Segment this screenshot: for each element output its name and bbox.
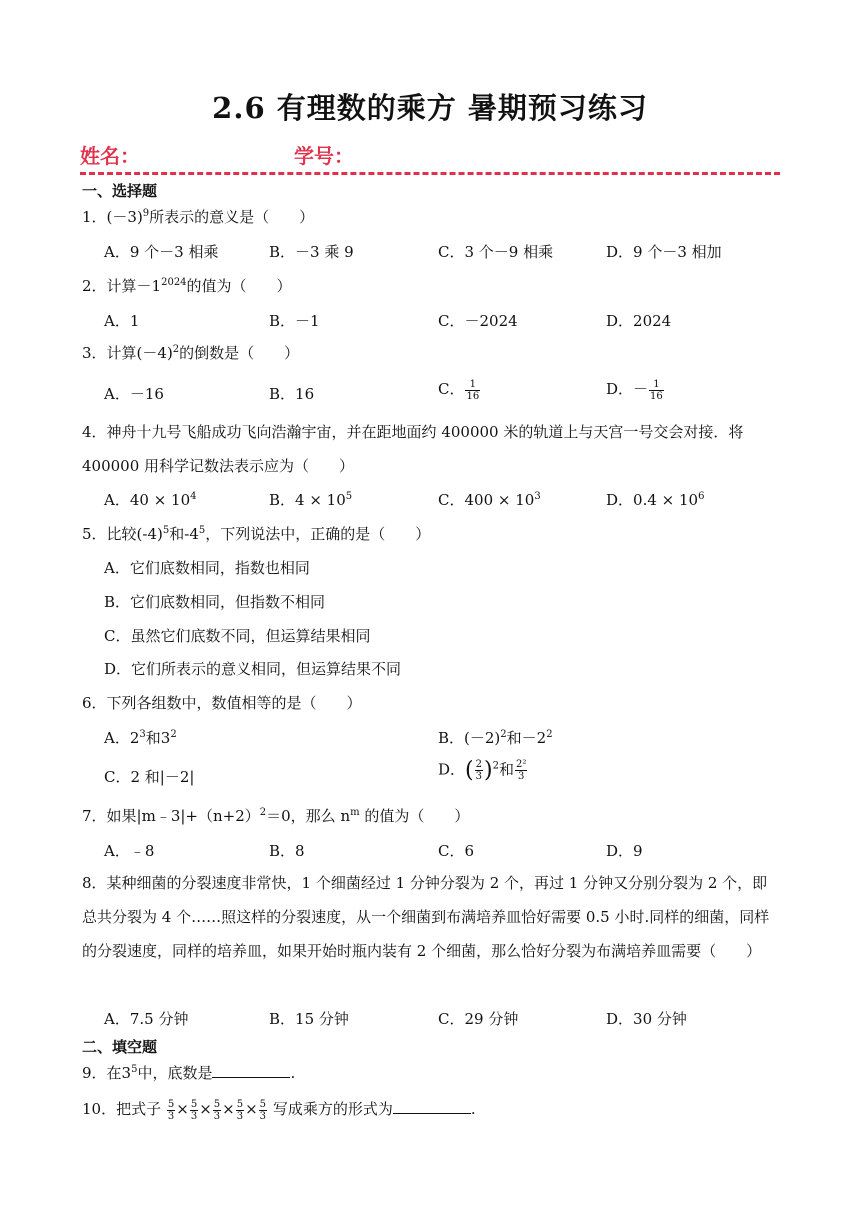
q6-options-row1 bbox=[104, 727, 784, 751]
q6-options-row2 bbox=[104, 758, 784, 794]
section-heading-fill: 二、填空题 bbox=[82, 1038, 158, 1056]
q7-option-a[interactable]: A．﹣8 bbox=[104, 842, 155, 860]
student-id-label: 学号： bbox=[294, 144, 354, 168]
q4-option-d-text: D．0.4 × 10 bbox=[606, 491, 699, 509]
question-9 bbox=[82, 1062, 295, 1083]
question-4: 4．神舟十九号飞船成功飞向浩瀚宇宙，并在距地面约 400000 米的轨道上与天宫一号交会对接．将 400000 用科学记数法表示应为（ ） bbox=[82, 423, 744, 475]
q6-d-exp: 2 bbox=[492, 760, 499, 772]
q6-b-exp1: 2 bbox=[500, 729, 507, 740]
q6-b-prefix: B．(－2) bbox=[438, 729, 501, 747]
q10-fraction-1 bbox=[167, 1099, 175, 1122]
fraction-numerator: 5 bbox=[190, 1098, 198, 1110]
q1-options bbox=[104, 241, 784, 265]
q6-option-c[interactable]: C．2 和|－2| bbox=[104, 768, 195, 786]
q1-number: 1． bbox=[82, 208, 107, 226]
question-6: 6．下列各组数中，数值相等的是（ ） bbox=[82, 694, 362, 712]
q2-option-b[interactable]: B．－1 bbox=[269, 312, 320, 330]
page-title: 2.6 有理数的乘方 暑期预习练习 bbox=[212, 91, 648, 125]
q9-end: . bbox=[290, 1064, 296, 1082]
q7-exponent: 2 bbox=[259, 807, 267, 818]
fraction-numerator: 1 bbox=[465, 379, 480, 391]
fraction-denominator: 3 bbox=[236, 1110, 244, 1122]
fraction-denominator: 3 bbox=[259, 1110, 267, 1122]
section-heading-choice: 一、选择题 bbox=[82, 182, 158, 200]
q8-option-c[interactable]: C．29 分钟 bbox=[438, 1010, 519, 1028]
q3-prefix: 3．计算(－4) bbox=[82, 344, 173, 362]
right-paren: ) bbox=[484, 758, 493, 783]
q10-prefix: 10．把式子 bbox=[82, 1100, 166, 1118]
q6-d-fraction-2 bbox=[515, 759, 527, 782]
question-5 bbox=[82, 523, 430, 544]
q8-option-d[interactable]: D．30 分钟 bbox=[606, 1010, 687, 1028]
q5-middle: 和-4 bbox=[169, 525, 199, 543]
q3-option-a[interactable]: A．－16 bbox=[104, 385, 164, 403]
q6-d-fraction bbox=[475, 759, 483, 782]
q1-option-d[interactable]: D．9 个－3 相加 bbox=[606, 243, 722, 261]
left-paren: ( bbox=[465, 758, 474, 783]
q6-a-mid: 和3 bbox=[145, 729, 171, 747]
q6-option-b[interactable] bbox=[438, 727, 553, 748]
q4-option-a[interactable] bbox=[104, 489, 197, 510]
times-sign: × bbox=[222, 1100, 235, 1118]
q7-prefix: 7．如果|m﹣3|+（n+2） bbox=[82, 807, 260, 825]
q6-d-mid: 和 bbox=[498, 760, 514, 779]
q10-text: 写成乘方的形式为 bbox=[268, 1100, 393, 1118]
q5-text: ，下列说法中，正确的是（ ） bbox=[205, 525, 431, 543]
q4-options bbox=[104, 489, 784, 513]
fraction-denominator: 3 bbox=[190, 1110, 198, 1122]
q8-option-a[interactable]: A．7.5 分钟 bbox=[104, 1010, 189, 1028]
q7-text: 的值为（ ） bbox=[359, 807, 470, 825]
q4-option-a-text: A．40 × 10 bbox=[104, 491, 191, 509]
q4-option-c[interactable] bbox=[438, 489, 541, 510]
dashed-divider bbox=[80, 172, 780, 175]
q4-option-c-exp: 3 bbox=[534, 491, 541, 502]
q7-option-b[interactable]: B．8 bbox=[269, 842, 305, 860]
q2-exponent: 2024 bbox=[161, 277, 187, 288]
q7-option-d[interactable]: D．9 bbox=[606, 842, 643, 860]
q4-option-b-text: B．4 × 10 bbox=[269, 491, 346, 509]
q5-option-c[interactable]: C．虽然它们底数不同，但运算结果相同 bbox=[104, 627, 371, 645]
question-8: 8．某种细菌的分裂速度非常快，1 个细菌经过 1 分钟分裂为 2 个，再过 1 分钟又分别分裂为 2 个，即总共分裂为 4 个……照这样的分裂速度，从一个细菌到布满培养皿恰好需要 0.5 小时.同样的细菌，同样的分裂速度，同样的培养皿，如果开始时瓶内装有 2 个细菌，那么恰好分裂为布满培养皿需要（ ） bbox=[82, 874, 770, 960]
q8-option-b[interactable]: B．15 分钟 bbox=[269, 1010, 349, 1028]
q6-option-d[interactable] bbox=[438, 758, 528, 783]
q4-option-a-exp: 4 bbox=[190, 491, 197, 502]
q3-option-c[interactable] bbox=[438, 378, 481, 402]
fraction-denominator: 3 bbox=[167, 1110, 175, 1122]
q4-option-b-exp: 5 bbox=[345, 491, 353, 502]
q4-option-d[interactable] bbox=[606, 489, 704, 510]
student-info-bar bbox=[80, 140, 780, 170]
name-label: 姓名： bbox=[80, 144, 140, 168]
question-1 bbox=[82, 206, 314, 227]
q6-d-prefix: D． bbox=[438, 760, 466, 779]
fraction-denominator: 3 bbox=[213, 1110, 221, 1122]
q3-exponent: 2 bbox=[172, 344, 180, 355]
q1-option-b[interactable]: B．－3 乘 9 bbox=[269, 243, 354, 261]
q6-option-a[interactable] bbox=[104, 727, 177, 748]
q10-fraction-3 bbox=[213, 1099, 221, 1122]
q6-a-exp1: 3 bbox=[139, 729, 146, 740]
question-7 bbox=[82, 805, 469, 826]
fraction-numerator: 2 bbox=[475, 759, 482, 770]
q9-prefix: 9．在3 bbox=[82, 1064, 132, 1082]
q6-b-exp2: 2 bbox=[546, 729, 553, 740]
fraction-denominator: 16 bbox=[466, 390, 480, 402]
question-3 bbox=[82, 342, 299, 363]
q9-exponent: 5 bbox=[131, 1064, 138, 1075]
times-sign: × bbox=[199, 1100, 212, 1118]
q3-options bbox=[104, 378, 784, 408]
q6-b-mid: 和－2 bbox=[506, 729, 547, 747]
q5-option-d[interactable]: D．它们所表示的意义相同，但运算结果不同 bbox=[104, 660, 402, 678]
times-sign: × bbox=[176, 1100, 189, 1118]
q10-end: . bbox=[470, 1100, 476, 1118]
fraction-numerator: 1 bbox=[649, 379, 664, 391]
q8-options bbox=[104, 1008, 784, 1032]
q1-base: (－3) bbox=[106, 208, 143, 226]
q3-option-c-fraction bbox=[465, 379, 480, 402]
fraction-denominator: 3 bbox=[517, 771, 525, 782]
q3-text: 的倒数是（ ） bbox=[179, 344, 300, 362]
q2-prefix: 2．计算－1 bbox=[82, 277, 162, 295]
q2-option-a[interactable]: A．1 bbox=[104, 312, 140, 330]
fraction-numerator: 5 bbox=[213, 1098, 221, 1110]
question-2 bbox=[82, 275, 292, 296]
q10-fraction-4 bbox=[236, 1099, 244, 1122]
q7-exponent-2: m bbox=[350, 807, 360, 818]
q7-option-c[interactable]: C．6 bbox=[438, 842, 475, 860]
q6-a-prefix: A．2 bbox=[104, 729, 140, 747]
q10-fraction-2 bbox=[190, 1099, 198, 1122]
fraction-denominator: 16 bbox=[650, 390, 663, 402]
q2-option-c[interactable]: C．－2024 bbox=[438, 312, 518, 330]
q1-text: 所表示的意义是（ ） bbox=[149, 208, 315, 226]
q5-exponent-2: 5 bbox=[198, 525, 206, 536]
q4-option-b[interactable] bbox=[269, 489, 352, 510]
q9-answer-blank[interactable] bbox=[212, 1063, 290, 1078]
q7-middle: ＝0，那么 n bbox=[266, 807, 351, 825]
q5-option-a[interactable]: A．它们底数相同，指数也相同 bbox=[104, 559, 310, 577]
q5-exponent-1: 5 bbox=[162, 525, 170, 536]
q1-option-c[interactable]: C．3 个－9 相乘 bbox=[438, 243, 554, 261]
fraction-numerator: 5 bbox=[259, 1098, 267, 1110]
q10-fraction-5 bbox=[259, 1099, 267, 1122]
q3-option-c-label: C． bbox=[438, 380, 465, 398]
q3-option-b[interactable]: B．16 bbox=[269, 385, 315, 403]
q3-option-d-fraction bbox=[649, 379, 664, 402]
q7-options bbox=[104, 840, 784, 864]
q4-option-c-text: C．400 × 10 bbox=[438, 491, 535, 509]
fraction-numerator: 5 bbox=[167, 1098, 175, 1110]
fraction-numerator: 5 bbox=[236, 1098, 244, 1110]
q2-text: 的值为（ ） bbox=[186, 277, 292, 295]
fraction-denominator: 3 bbox=[475, 771, 482, 782]
times-sign: × bbox=[245, 1100, 258, 1118]
q4-option-d-exp: 6 bbox=[698, 491, 705, 502]
q2-option-d[interactable]: D．2024 bbox=[606, 312, 672, 330]
q6-a-exp2: 2 bbox=[170, 729, 177, 740]
q5-prefix: 5．比较(-4) bbox=[82, 525, 163, 543]
q2-options bbox=[104, 310, 784, 334]
q9-text: 中，底数是 bbox=[137, 1064, 213, 1082]
q1-exponent: 9 bbox=[142, 208, 150, 219]
q1-option-a[interactable]: A．9 个－3 相乘 bbox=[104, 243, 219, 261]
q3-option-d-label: D．－ bbox=[606, 380, 649, 398]
q5-option-b[interactable]: B．它们底数相同，但指数不相同 bbox=[104, 593, 326, 611]
q10-answer-blank[interactable] bbox=[393, 1099, 471, 1114]
fraction-numerator: 2² bbox=[515, 759, 527, 770]
question-10 bbox=[82, 1098, 476, 1122]
q3-option-d[interactable] bbox=[606, 378, 665, 402]
